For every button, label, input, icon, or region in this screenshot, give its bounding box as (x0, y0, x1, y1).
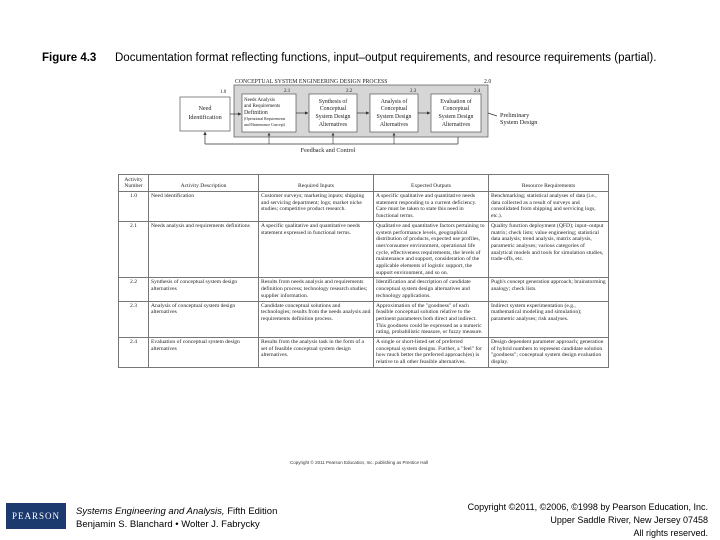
cell-number: 1.0 (119, 192, 149, 222)
figure-copyright: Copyright © 2011 Pearson Education, Inc. publishing as Prentice Hall (290, 460, 429, 465)
box-2-1-line-4: (Operational Requirements (244, 117, 286, 121)
cell-inputs: A specific qualitative and quantitative needs statement expressed in functional terms. (259, 221, 374, 278)
box-2-4-line-4: Alternatives (441, 122, 471, 128)
cell-description: Evaluation of conceptual system design alternatives (149, 338, 259, 368)
need-line-1: Need (198, 105, 212, 112)
book-title: Systems Engineering and Analysis, (76, 506, 225, 517)
copyright-line-2: Upper Saddle River, New Jersey 07458 (550, 515, 708, 525)
copyright-line-3: All rights reserved. (633, 528, 708, 538)
cell-outputs: A single or short-listed set of preferred conceptual system designs. Further, a "feel" for how much better the preferred approach(es) is relative to all other feasible alternatives. (374, 338, 489, 368)
cell-outputs: Approximation of the "goodness" of each feasible conceptual solution relative to the pertinent parameters both direct and indirect. This goodness could be expressed as a numeric rating, probabilistic measure, or fuzzy measure. (374, 301, 489, 338)
box-2-3-line-3: System Design (376, 114, 412, 120)
box-2-4-number: 2.4 (474, 89, 481, 94)
table-header-row (119, 175, 609, 192)
cell-resources: Pugh's concept generation approach; brainstorming analogy; check lists. (489, 278, 609, 301)
cell-inputs: Results from the analysis task in the form of a set of feasible conceptual system design alternatives. (259, 338, 374, 368)
cell-description: Synthesis of conceptual system design alternatives (149, 278, 259, 301)
figure-label: Figure 4.3 (42, 52, 97, 64)
need-line-2: Identification (188, 114, 222, 121)
cell-description: Needs analysis and requirements definitions (149, 221, 259, 278)
book-authors: Benjamin S. Blanchard • Wolter J. Fabrycky (76, 519, 260, 530)
box-2-1-number: 2.1 (284, 89, 291, 94)
table-row (119, 192, 609, 222)
arrow-to-output (488, 113, 497, 116)
cell-description: Analysis of conceptual system design alternatives (149, 301, 259, 338)
box-2-2-line-3: System Design (315, 114, 351, 120)
copyright-line-1: Copyright ©2011, ©2006, ©1998 by Pearson Education, Inc. (467, 502, 708, 512)
table-row (119, 338, 609, 368)
header-required-inputs: Required Inputs (259, 175, 374, 192)
table-row (119, 278, 609, 301)
header-expected-outputs: Expected Outputs (374, 175, 489, 192)
cell-number: 2.4 (119, 338, 149, 368)
output-label (500, 112, 537, 127)
cell-resources: Design dependent parameter approach; generation of hybrid numbers to represent candidate solution "goodness"; conceptual system design evaluation display. (489, 338, 609, 368)
header-activity-description: Activity Description (149, 175, 259, 192)
box-2-3-number: 2.3 (410, 89, 417, 94)
book-edition: Fifth Edition (224, 506, 278, 517)
table-row (119, 301, 609, 338)
box-2-2-line-1: Synthesis of (318, 99, 348, 105)
activity-table (118, 174, 609, 368)
table-row (119, 221, 609, 278)
box-2-2-line-2: Conceptual (319, 106, 347, 112)
cell-inputs: Customer surveys; marketing inputs; shipping and servicing department; logs; market niche studies; competitive product research. (259, 192, 374, 222)
cell-description: Need identification (149, 192, 259, 222)
box-2-3-line-2: Conceptual (380, 106, 408, 112)
cell-number: 2.3 (119, 301, 149, 338)
output-line-2: System Design (500, 119, 538, 127)
cell-number: 2.1 (119, 221, 149, 278)
cell-outputs: Qualitative and quantitative factors pertaining to system performance levels, geographical distribution of products, expected use profiles, user/consumer environment, operational life cycle, effectiveness requirements, the levels of maintenance and support, consideration of the applicable elements of logistic support, the support environment, and so on. (374, 221, 489, 278)
box-2-2-number: 2.2 (346, 89, 353, 94)
cell-number: 2.2 (119, 278, 149, 301)
box-2-4-line-2: Conceptual (442, 106, 470, 112)
book-title-line (76, 506, 277, 517)
box-2-3-line-4: Alternatives (379, 122, 409, 128)
cell-outputs: Identification and description of candidate conceptual system design alternatives and technology applications. (374, 278, 489, 301)
box-2-4-line-1: Evaluation of (440, 99, 472, 105)
cell-resources: Quality function deployment (QFD); input–output matrix; check lists; value engineering; statistical data analysis; trend analysis, matrix analysis, parametric analyses; various categories of analytical models and tools for simulation studies, trade-offs, etc. (489, 221, 609, 278)
pearson-logo: PEARSON (6, 503, 66, 529)
header-resource-requirements: Resource Requirements (489, 175, 609, 192)
cell-resources: Benchmarking; statistical analyses of data (i.e., data collected as a result of surveys and consolidated from shipping and servicing logs, etc.). (489, 192, 609, 222)
box-2-1-line-1: Needs Analysis (244, 98, 275, 103)
cell-inputs: Candidate conceptual solutions and technologies; results from the needs analysis and requirements definition process. (259, 301, 374, 338)
box-2-3-line-1: Analysis of (380, 99, 408, 105)
cell-resources: Indirect system experimentation (e.g., mathematical modeling and simulation); parametric analyses; risk analyses. (489, 301, 609, 338)
feedback-label: Feedback and Control (300, 147, 356, 154)
diagram-title-number: 2.0 (484, 79, 492, 85)
process-diagram (178, 78, 498, 170)
cell-inputs: Results from needs analysis and requirements definition process; technology research studies; supplier information. (259, 278, 374, 301)
diagram-title: CONCEPTUAL SYSTEM ENGINEERING DESIGN PROCESS (235, 79, 388, 85)
figure-caption: Documentation format reflecting functions, input–output requirements, and resource requirements (partial). (115, 52, 657, 64)
header-activity-number: Activity Number (119, 175, 149, 192)
need-number: 1.0 (220, 90, 227, 95)
box-2-4-line-3: System Design (438, 114, 474, 120)
box-2-2-line-4: Alternatives (318, 122, 348, 128)
box-2-1-line-3: Definition (244, 110, 268, 116)
box-2-1-line-5: and Maintenance Concept) (244, 123, 285, 127)
output-line-1: Preliminary (500, 112, 530, 119)
box-2-1-line-2: and Requirements (244, 104, 281, 109)
cell-outputs: A specific qualitative and quantitative needs statement responding to a current deficiency. Care must be taken to state this need in functional terms. (374, 192, 489, 222)
